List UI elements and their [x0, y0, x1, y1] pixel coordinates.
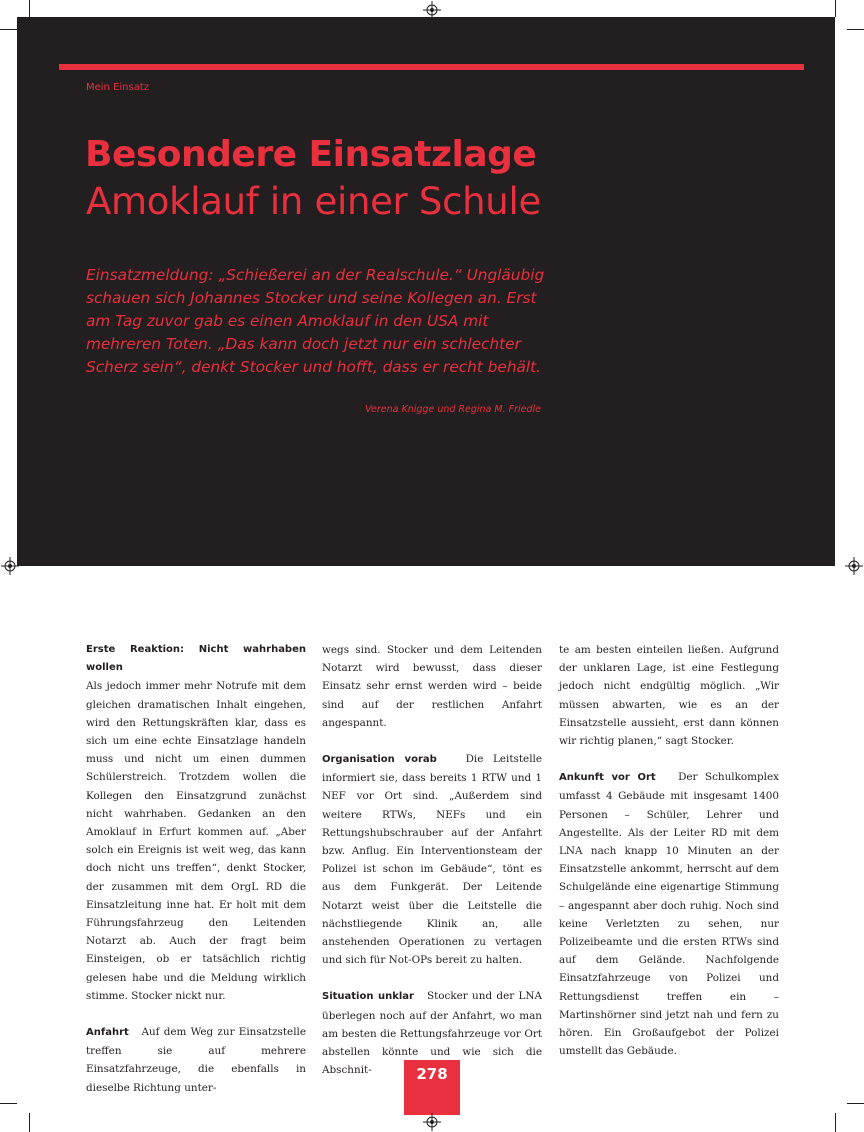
text-column-2: [322, 641, 542, 1079]
paragraph: [322, 641, 542, 732]
paragraph-text: Auf dem Weg zur Einsatzstelle treffen sie auf mehrere Einsatzfahrzeuge, die ebenfalls in dieselbe Richtung unter-: [86, 1026, 306, 1094]
registration-mark-icon: [423, 1113, 441, 1131]
paragraph-text: Stocker und der LNA überlegen noch auf der Anfahrt, wo man am besten die Rettungsfahrzeuge vor Ort abstellen könnte und wie sich die Abschnit-: [322, 990, 542, 1077]
paragraph-text: Der Schulkomplex umfasst 4 Gebäude mit insgesamt 1400 Personen – Schüler, Lehrer und Angestellte. Als der Leiter RD mit dem LNA nach knapp 10 Minuten an der Einsatzstelle ankommt, herrscht auf dem Schulgelände eine eigenartige Stimmung – angespannt aber doch ruhig. Noch sind keine Verletzten zu sehen, nur Polizeibeamte und die ersten RTWs sind auf dem Gelände. Nachfolgende Einsatzfahrzeuge von Polizei und Rettungsdienst treffen ein – Martinshörner sind jetzt nah und fern zu hören. Ein Großaufgebot der Polizei umstellt das Gebäude.: [559, 771, 779, 1058]
paragraph: [86, 641, 306, 1005]
registration-mark-icon: [845, 557, 863, 575]
section-label: Mein Einsatz: [86, 82, 150, 93]
registration-mark-icon: [1, 557, 19, 575]
page-number: 278: [416, 1065, 448, 1083]
article-byline: Verena Knigge und Regina M. Friedle: [365, 404, 541, 415]
accent-rule: [59, 64, 804, 70]
article-subtitle: Amoklauf in einer Schule: [86, 180, 541, 223]
paragraph: [86, 1023, 306, 1097]
text-column-3: [559, 641, 779, 1060]
crop-mark: [0, 29, 17, 30]
crop-mark: [0, 1103, 17, 1104]
paragraph: [559, 641, 779, 750]
paragraph-text: te am besten einteilen ließen. Aufgrund der unklaren Lage, ist eine Festlegung jedoch nicht endgültig möglich. „Wir müssen abwarten, wie es an der Einsatzstelle aussieht, erst dann können wir richtig planen,“ sagt Stocker.: [559, 644, 779, 748]
paragraph-text: Als jedoch immer mehr Notrufe mit dem gleichen dramatischen Inhalt eingehen, wird den Rettungskräften klar, dass es sich um eine echte Einsatzlage handeln muss und nicht um einen dummen Schülerstreich. Trotzdem wollen die Kollegen den Einsatzgrund zunächst nicht wahrhaben. Gedanken an den Amoklauf in Erfurt kommen auf. „Aber solch ein Ereignis ist weit weg, das kann doch nicht uns treffen“, denkt Stocker, der zusammen mit dem OrgL RD die Einsatzleitung inne hat. Er holt mit dem Führungsfahrzeug den Leitenden Notarzt ab. Auch der fragt beim Einsteigen, ob er tatsächlich richtig gelesen habe und die Meldung wirklich stimme. Stocker nickt nur.: [86, 680, 306, 1002]
article-lead: Einsatzmeldung: „Schießerei an der Realschule.“ Ungläubig schauen sich Johannes Stocker und seine Kollegen an. Erst am Tag zuvor gab es einen Amoklauf in den USA mit mehreren Toten. „Das kann doch jetzt nur ein schlechter Scherz sein“, denkt Stocker und hofft, dass er recht behält.: [86, 266, 545, 376]
page-number-box: [404, 1060, 460, 1115]
paragraph-text: Die Leitstelle informiert sie, dass bereits 1 RTW und 1 NEF vor Ort sind. „Außerdem sind weitere RTWs, NEFs und ein Rettungshubschrauber auf der Anfahrt bzw. Anflug. Ein Interventionsteam der Polizei ist schon im Gebäude“, tönt es aus dem Funkgerät. Der Leitende Notarzt weist über die Leitstelle die nächstliegende Klinik an, alle anstehenden Operationen zu vertagen und sich für Not-OPs bereit zu halten.: [322, 753, 542, 967]
crop-mark: [847, 29, 864, 30]
subheading: Anfahrt: [86, 1027, 129, 1039]
crop-mark: [29, 1113, 30, 1132]
paragraph: [322, 750, 542, 969]
crop-mark: [29, 0, 30, 17]
crop-mark: [835, 1113, 836, 1132]
paragraph-text: wegs sind. Stocker und dem Leitenden Notarzt wird bewusst, dass dieser Einsatz sehr ernst werden wird – beide sind auf der restlichen Anfahrt angespannt.: [322, 644, 542, 729]
text-column-1: [86, 641, 306, 1097]
subheading: Ankunft vor Ort: [559, 772, 656, 784]
subheading: Organisation vorab: [322, 754, 437, 766]
subheading: Erste Reaktion: Nicht wahrhaben wollen: [86, 644, 306, 674]
subheading: Situation unklar: [322, 991, 414, 1003]
article-title: Besondere Einsatzlage: [85, 134, 537, 175]
paragraph: [559, 768, 779, 1060]
registration-mark-icon: [423, 1, 441, 19]
crop-mark: [847, 1103, 864, 1104]
crop-mark: [835, 0, 836, 17]
